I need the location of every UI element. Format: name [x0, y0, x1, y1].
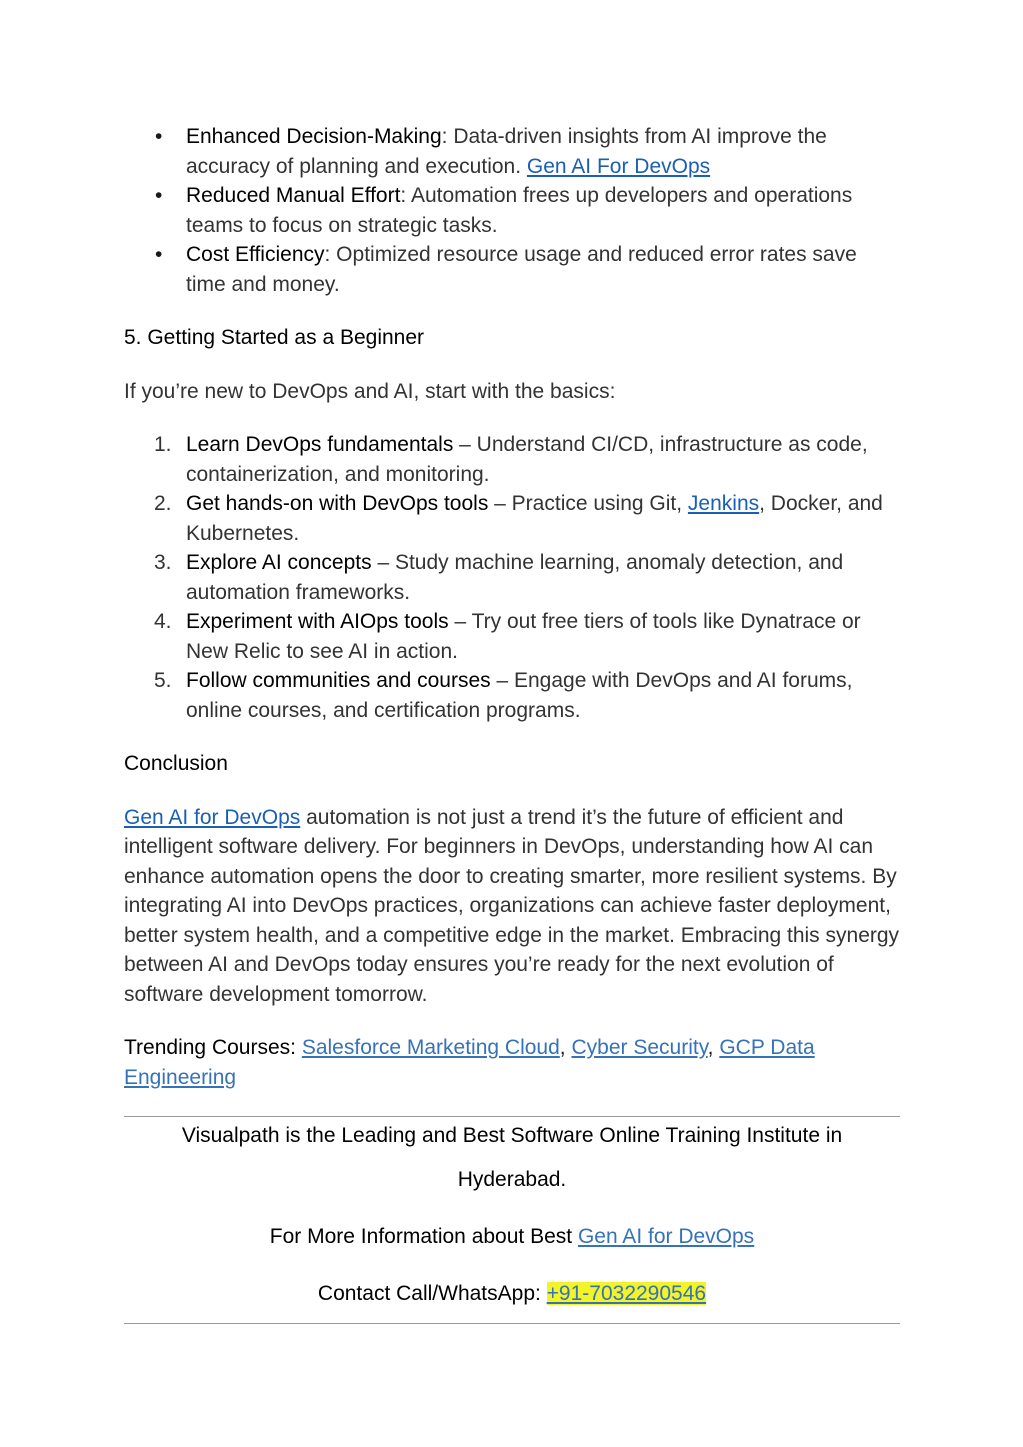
course-link-cyber-security[interactable]: Cyber Security [571, 1036, 708, 1059]
top-divider [124, 1116, 900, 1117]
course-link-salesforce[interactable]: Salesforce Marketing Cloud [301, 1036, 560, 1059]
bullet-icon: • [155, 125, 163, 148]
section-heading: 5. Getting Started as a Beginner [124, 326, 425, 349]
list-item [124, 607, 900, 666]
step-number: 5. [154, 669, 172, 692]
step-text: , Docker, and Kubernetes. [186, 492, 883, 545]
trending-courses: Trending Courses: Salesforce Marketing Cloud, Cyber Security, GCP Data Engineering [124, 1036, 815, 1089]
bottom-divider [124, 1323, 900, 1324]
list-item: • Enhanced Decision-Making: Data-driven insights from AI improve the accuracy of planning and execution. Gen AI For DevOps [124, 122, 900, 181]
footer-line-2: Hyderabad. [457, 1168, 567, 1191]
steps-list [124, 430, 900, 725]
step-title: Follow communities and courses [186, 669, 491, 692]
contact-line [124, 1279, 900, 1308]
list-item [124, 489, 900, 548]
step-number: 2. [154, 492, 172, 515]
step-number: 3. [154, 551, 172, 574]
step-text: – Try out free tiers of tools like Dynatrace or New Relic to see AI in action. [186, 610, 861, 663]
step-number: 1. [154, 433, 172, 456]
footer-line-1: Visualpath is the Leading and Best Software Online Training Institute in [181, 1124, 843, 1147]
bullet-icon: • [155, 184, 163, 207]
step-title: Explore AI concepts [186, 551, 372, 574]
list-item [124, 666, 900, 725]
step-text: – Practice using Git, [488, 492, 688, 515]
list-item [124, 548, 900, 607]
benefit-title: Enhanced Decision-Making [186, 125, 442, 148]
info-line [124, 1222, 900, 1251]
gen-ai-devops-link[interactable]: Gen AI for DevOps [124, 805, 301, 829]
list-item: • Cost Efficiency: Optimized resource usage and reduced error rates save time and money. [124, 240, 900, 299]
step-text: – Understand CI/CD, infrastructure as code, containerization, and monitoring. [186, 433, 868, 486]
benefit-text: Automation frees up developers and operations teams to focus on strategic tasks. [186, 184, 853, 237]
benefit-title: Cost Efficiency [186, 243, 325, 266]
gen-ai-devops-link[interactable]: Gen AI for DevOps [577, 1225, 755, 1248]
jenkins-link[interactable]: Jenkins [687, 492, 760, 515]
trending-label: Trending Courses [124, 1036, 291, 1059]
conclusion-paragraph [124, 803, 900, 1010]
benefit-text: Optimized resource usage and reduced error rates save time and money. [186, 243, 857, 296]
list-item: • Reduced Manual Effort: Automation frees up developers and operations teams to focus on strategic tasks. [124, 181, 900, 240]
benefit-title: Reduced Manual Effort [186, 184, 401, 207]
benefits-list [124, 122, 900, 299]
gen-ai-devops-link[interactable]: Gen AI For DevOps [526, 154, 711, 178]
step-text: – Engage with DevOps and AI forums, online courses, and certification programs. [186, 669, 853, 722]
list-item [124, 430, 900, 489]
contact-prefix: Contact Call/WhatsApp: [317, 1282, 547, 1305]
step-number: 4. [154, 610, 172, 633]
conclusion-text: automation is not just a trend it’s the future of efficient and intelligent software delivery. For beginners in DevOps, understanding how AI can enhance automation opens the door to creating smarter, more resilient systems. By integrating AI into DevOps practices, organizations can achieve faster deployment, better system health, and a competitive edge in the market. Embracing this synergy between AI and DevOps today ensures you’re ready for the next evolution of software development tomorrow. [124, 805, 900, 1006]
step-title: Experiment with AIOps tools [186, 610, 449, 633]
phone-link[interactable]: +91-7032290546 [546, 1282, 707, 1305]
step-title: Learn DevOps fundamentals [186, 433, 454, 456]
info-prefix: For More Information about Best [269, 1225, 578, 1248]
step-title: Get hands-on with DevOps tools [186, 492, 489, 515]
section-intro: If you’re new to DevOps and AI, start with the basics: [124, 379, 616, 403]
benefit-text: Data-driven insights from AI improve the accuracy of planning and execution. [186, 125, 827, 178]
document-page [124, 122, 900, 1324]
conclusion-heading: Conclusion [124, 752, 228, 775]
step-text: – Study machine learning, anomaly detection, and automation frameworks. [186, 551, 844, 604]
bullet-icon: • [155, 243, 163, 266]
course-link-gcp[interactable]: GCP Data Engineering [124, 1036, 815, 1089]
